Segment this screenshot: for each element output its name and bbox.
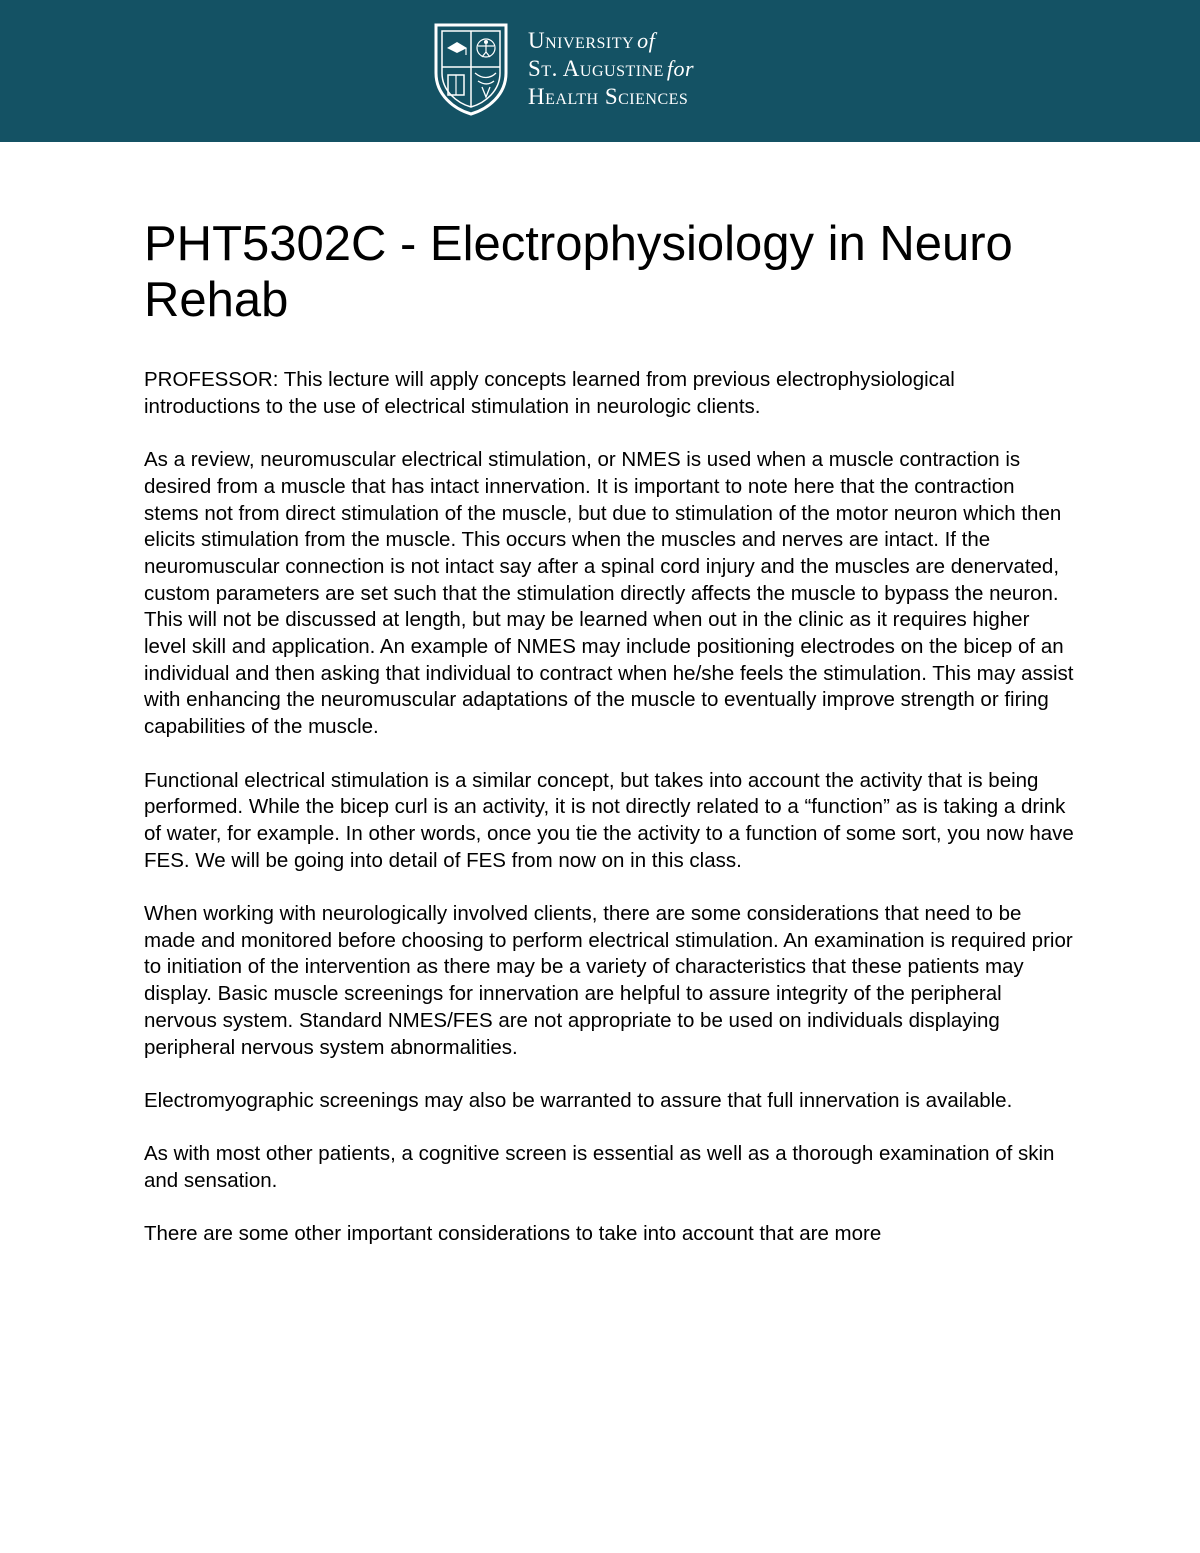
paragraph-cognitive-screen: As with most other patients, a cognitive screen is essential as well as a thorough examination of skin and sensation. — [144, 1142, 1055, 1193]
document-body — [144, 367, 1074, 1275]
paragraph-emg-screening: Electromyographic screenings may also be warranted to assure that full innervation is available. — [144, 1088, 1013, 1112]
logo-line-1: University — [528, 28, 635, 53]
logo-line-1-italic: of — [637, 28, 656, 53]
page-title: PHT5302C - Electrophysiology in Neuro Rehab — [144, 217, 1013, 327]
university-logo[interactable] — [432, 21, 694, 117]
logo-line-2-italic: for — [666, 56, 695, 81]
paragraph-professor-intro: PROFESSOR: This lecture will apply concepts learned from previous electrophysiological introductions to the use of electrical stimulation in neurologic clients. — [144, 368, 955, 418]
paragraph-other-considerations: There are some other important considerations to take into account that are more — [144, 1222, 882, 1246]
header-banner — [0, 0, 1200, 142]
paragraph-considerations: When working with neurologically involved clients, there are some considerations that need to be made and monitored before choosing to perform electrical stimulation. An examination is required prior to initiation of the intervention as there may be a variety of characteristics that these patients may display. Basic muscle screenings for innervation are helpful to assure integrity of the peripheral nervous system. Standard NMES/FES are not appropriate to be used on individuals displaying peripheral nervous system abnormalities. — [144, 902, 1073, 1059]
university-wordmark — [528, 27, 694, 111]
logo-line-3: Health Sciences — [528, 84, 689, 109]
logo-line-2: St. Augustine — [528, 56, 664, 81]
university-crest-icon — [432, 21, 510, 117]
paragraph-fes: Functional electrical stimulation is a similar concept, but takes into account the activity that is being performed. While the bicep curl is an activity, it is not directly related to a “function” as is taking a drink of water, for example. In other words, once you tie the activity to a function of some sort, you now have FES. We will be going into detail of FES from now on in this class. — [144, 768, 1074, 872]
paragraph-nmes-review: As a review, neuromuscular electrical stimulation, or NMES is used when a muscle contraction is desired from a muscle that has intact innervation. It is important to note here that the contraction stems not from direct stimulation of the muscle, but due to stimulation of the motor neuron which then elicits stimulation from the muscle. This occurs when the muscles and nerves are intact. If the neuromuscular connection is not intact say after a spinal cord injury and the muscles are denervated, custom parameters are set such that the stimulation directly affects the muscle to bypass the neuron. This will not be discussed at length, but may be learned when out in the clinic as it requires higher level skill and application. An example of NMES may include positioning electrodes on the bicep of an individual and then asking that individual to contract when he/she feels the stimulation. This may assist with enhancing the neuromuscular adaptations of the muscle to eventually improve strength or firing capabilities of the muscle. — [144, 448, 1074, 739]
